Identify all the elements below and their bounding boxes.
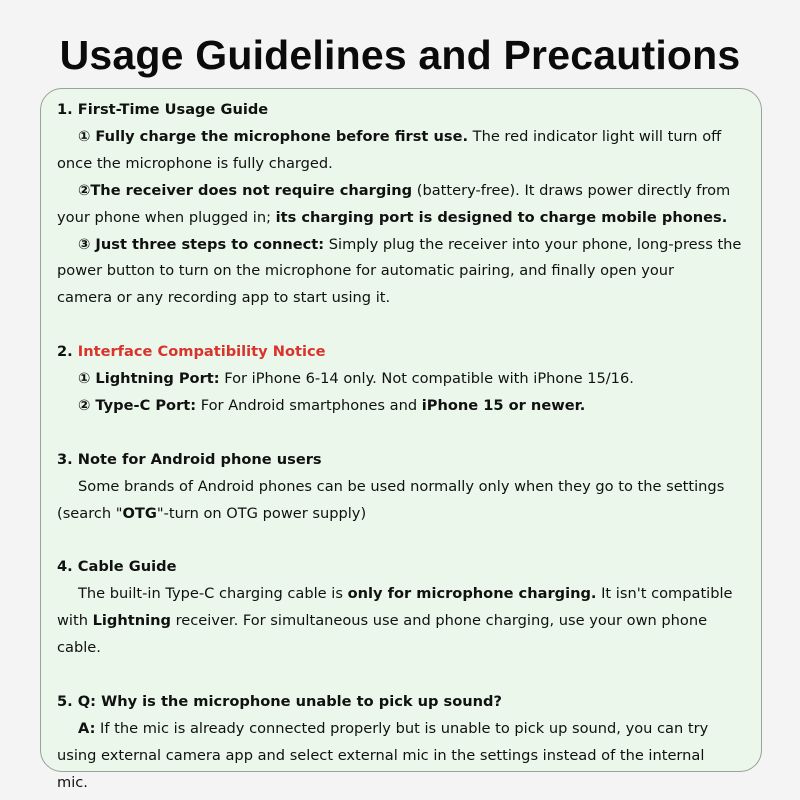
s4-line-2	[57, 608, 761, 635]
body-text: Simply plug the receiver into your phone, long-press the	[324, 235, 742, 253]
section-2-heading	[57, 339, 761, 366]
body-text: "-turn on OTG power supply)	[156, 504, 367, 522]
s1-item-1	[57, 124, 761, 151]
guidelines-panel	[40, 88, 762, 791]
s1-item-3	[57, 232, 761, 259]
bold-text: its charging port is designed to charge mobile phones.	[275, 208, 728, 226]
body-text: It isn't compatible	[596, 585, 733, 603]
section-heading-text: 5. Q: Why is the microphone unable to pick up sound?	[57, 692, 502, 710]
bold-text: iPhone 15 or newer.	[421, 396, 586, 414]
body-text: The built-in Type-C charging cable is	[78, 585, 348, 603]
body-text: For iPhone 6-14 only. Not compatible with iPhone 15/16.	[219, 370, 634, 388]
bold-text: ② Type-C Port:	[78, 396, 197, 414]
s4-line-3: cable.	[57, 639, 101, 657]
section-heading-text: 1. First-Time Usage Guide	[57, 101, 269, 118]
s4-line-1	[57, 581, 761, 608]
bold-text: Lightning	[92, 612, 171, 630]
s5-answer-line-2: using external camera app and select external mic in the settings instead of the internal	[57, 746, 705, 764]
section-4-heading	[57, 554, 761, 581]
bold-text: ②The receiver does not require charging	[78, 181, 413, 199]
section-1-heading	[57, 97, 761, 124]
s5-answer-line-1	[57, 716, 761, 743]
s1-item-2	[57, 178, 761, 205]
spacer	[57, 662, 761, 689]
body-text: your phone when plugged in;	[57, 208, 276, 226]
section-heading-text: 4. Cable Guide	[57, 558, 177, 576]
page-title: Usage Guidelines and Precautions	[59, 32, 741, 78]
section-heading-text: Interface Compatibility Notice	[77, 343, 326, 361]
spacer	[57, 420, 761, 447]
bold-text: ③ Just three steps to connect:	[78, 235, 325, 253]
body-text: The red indicator light will turn off	[468, 127, 722, 145]
s5-answer-line-3: mic.	[57, 773, 88, 791]
body-text: receiver. For simultaneous use and phone charging, use your own phone	[170, 612, 708, 630]
s1-item-2-cont	[57, 205, 761, 232]
bold-text: only for microphone charging.	[347, 585, 597, 603]
spacer	[57, 527, 761, 554]
section-3-heading	[57, 447, 761, 474]
bold-text: ① Fully charge the microphone before first use.	[78, 127, 469, 145]
section-5-heading	[57, 689, 761, 716]
body-text: with	[57, 612, 93, 630]
s1-item-3-cont-2: camera or any recording app to start using it.	[57, 289, 391, 307]
spacer	[57, 312, 761, 339]
s1-item-1-cont: once the microphone is fully charged.	[57, 154, 333, 172]
s3-line-2	[57, 501, 761, 528]
body-text: (battery-free). It draws power directly from	[412, 181, 731, 199]
body-text: For Android smartphones and	[196, 396, 422, 414]
bold-text: A:	[78, 719, 96, 737]
section-heading-text: 3. Note for Android phone users	[57, 450, 322, 468]
bold-text: ① Lightning Port:	[78, 370, 220, 388]
s1-item-3-cont-1: power button to turn on the microphone for automatic pairing, and finally open your	[57, 262, 675, 280]
section-number: 2.	[57, 343, 78, 361]
s3-line-1: Some brands of Android phones can be used normally only when they go to the settings	[78, 477, 725, 495]
body-text: (search "	[57, 504, 123, 522]
s2-item-2	[57, 393, 761, 420]
s2-item-1	[57, 366, 761, 393]
bold-text: OTG	[122, 504, 157, 522]
body-text: If the mic is already connected properly but is unable to pick up sound, you can try	[95, 719, 709, 737]
